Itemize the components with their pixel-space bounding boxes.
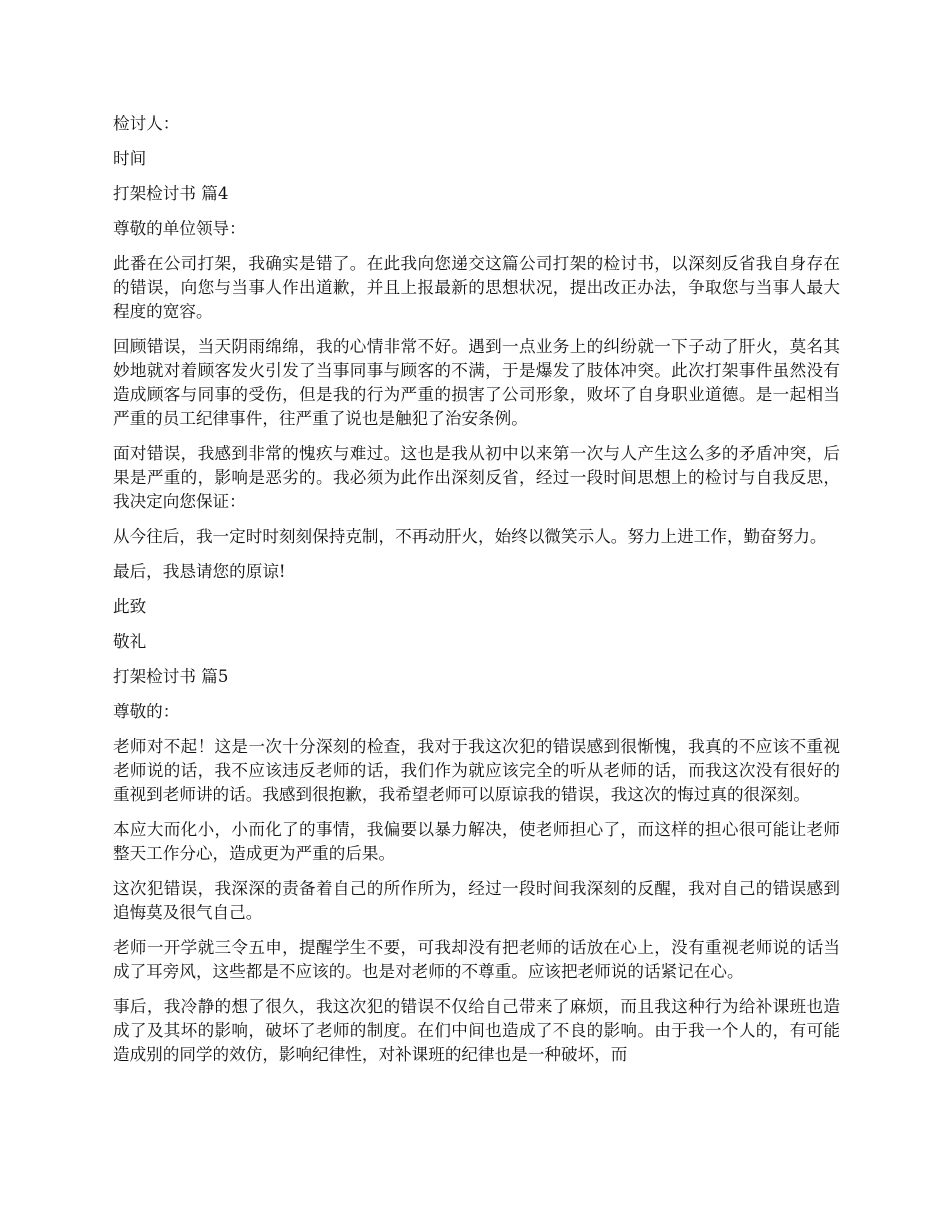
closing-line: 最后，我恳请您的原谅! (113, 562, 286, 581)
signer-line: 检讨人： (113, 114, 180, 133)
closing-line: 此致 (113, 597, 147, 616)
salutation-line: 尊敬的： (113, 702, 180, 721)
body-paragraph: 从今往后，我一定时时刻刻保持克制，不再动肝火，始终以微笑示人。努力上进工作，勤奋努力。 (113, 527, 827, 546)
closing-line: 敬礼 (113, 632, 147, 651)
body-paragraph: 这次犯错误，我深深的责备着自己的所作所为，经过一段时间我深刻的反醒，我对自己的错误感到追悔莫及很气自己。 (113, 879, 840, 922)
body-paragraph: 本应大而化小，小而化了的事情，我偏要以暴力解决，使老师担心了，而这样的担心很可能让老师整天工作分心，造成更为严重的后果。 (113, 820, 840, 863)
document-page (113, 112, 840, 1078)
time-line: 时间 (113, 149, 147, 168)
body-paragraph: 老师对不起！这是一次十分深刻的检查，我对于我这次犯的错误感到很惭愧，我真的不应该不重视老师说的话，我不应该违反老师的话，我们作为就应该完全的听从老师的话，而我这次没有很好的重视到老师讲的话。我感到很抱歉，我希望老师可以原谅我的错误，我这次的悔过真的很深刻。 (113, 737, 840, 804)
salutation-line: 尊敬的单位领导： (113, 219, 246, 238)
section-heading-4: 打架检讨书 篇4 (113, 184, 229, 203)
body-paragraph: 面对错误，我感到非常的愧疚与难过。这也是我从初中以来第一次与人产生这么多的矛盾冲突，后果是严重的，影响是恶劣的。我必须为此作出深刻反省，经过一段时间思想上的检讨与自我反思，我决定向您保证： (113, 444, 840, 511)
section-heading-5: 打架检讨书 篇5 (113, 667, 229, 686)
body-paragraph: 此番在公司打架，我确实是错了。在此我向您递交这篇公司打架的检讨书，以深刻反省我自身存在的错误，向您与当事人作出道歉，并且上报最新的思想状况，提出改正办法，争取您与当事人最大程度的宽容。 (113, 254, 840, 321)
body-paragraph: 回顾错误，当天阴雨绵绵，我的心情非常不好。遇到一点业务上的纠纷就一下子动了肝火，莫名其妙地就对着顾客发火引发了当事同事与顾客的不满，于是爆发了肢体冲突。此次打架事件虽然没有造成顾客与同事的受伤，但是我的行为严重的损害了公司形象，败坏了自身职业道德。是一起相当严重的员工纪律事件，往严重了说也是触犯了治安条例。 (113, 337, 840, 428)
body-paragraph: 事后，我冷静的想了很久，我这次犯的错误不仅给自己带来了麻烦，而且我这种行为给补课班也造成了及其坏的影响，破坏了老师的制度。在们中间也造成了不良的影响。由于我一个人的，有可能造成别的同学的效仿，影响纪律性，对补课班的纪律也是一种破坏，而 (113, 997, 840, 1064)
body-paragraph: 老师一开学就三令五申，提醒学生不要，可我却没有把老师的话放在心上，没有重视老师说的话当成了耳旁风，这些都是不应该的。也是对老师的不尊重。应该把老师说的话紧记在心。 (113, 938, 840, 981)
